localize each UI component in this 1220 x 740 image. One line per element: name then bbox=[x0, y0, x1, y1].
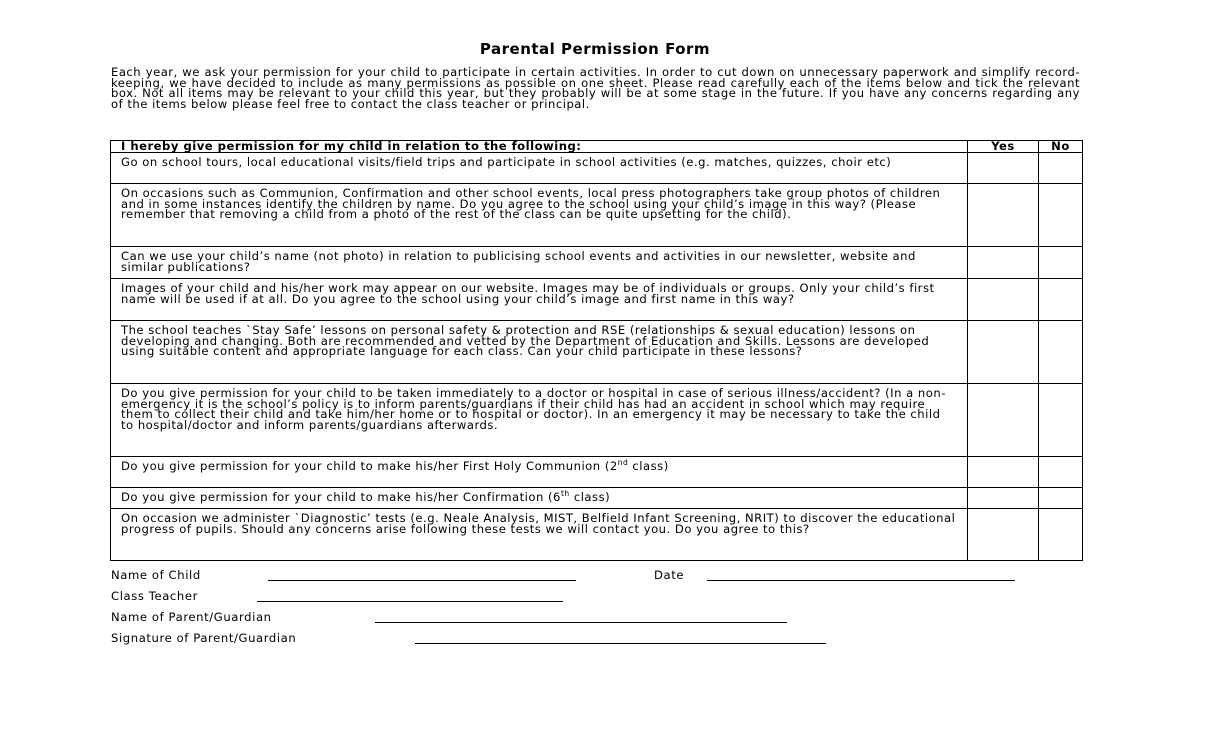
table-row bbox=[111, 509, 1083, 561]
class-teacher-field[interactable] bbox=[257, 601, 563, 602]
name-of-parent-label: Name of Parent/Guardian bbox=[111, 610, 272, 624]
signature-field[interactable] bbox=[415, 643, 826, 644]
yes-header: Yes bbox=[968, 141, 1039, 153]
ordinal-suffix: th bbox=[560, 489, 570, 499]
question-text: Do you give permission for your child to be taken immediately to a doctor or hospital in case of serious illness/accident? (In a non-emergency it is the school’s policy is to inform parents/guardians if their child has had an accident in school which may require them to collect their child and take him/her home or to hospital or doctor). In an emergency it may be necessary to take the child to hospital/doctor and inform parents/guardians afterwards. bbox=[111, 384, 968, 457]
no-checkbox[interactable] bbox=[1039, 457, 1083, 488]
no-checkbox[interactable] bbox=[1039, 153, 1083, 184]
form-title: Parental Permission Form bbox=[479, 40, 711, 58]
question-text-part: class) bbox=[628, 459, 669, 473]
table-row bbox=[111, 279, 1083, 321]
ordinal-suffix: nd bbox=[617, 458, 629, 468]
no-checkbox[interactable] bbox=[1039, 279, 1083, 321]
question-text: On occasion we administer `Diagnostic’ tests (e.g. Neale Analysis, MIST, Belfield Infant Screening, NRIT) to discover the educational progress of pupils. Should any concerns arise following these tests we will contact you. Do you agree to this? bbox=[111, 509, 968, 561]
question-text-part: Do you give permission for your child to make his/her First Holy Communion (2 bbox=[121, 459, 618, 473]
date-field[interactable] bbox=[707, 580, 1015, 581]
question-text: Go on school tours, local educational visits/field trips and participate in school activities (e.g. matches, quizzes, choir etc) bbox=[111, 153, 968, 184]
yes-checkbox[interactable] bbox=[968, 321, 1039, 384]
table-row bbox=[111, 321, 1083, 384]
table-row bbox=[111, 153, 1083, 184]
yes-checkbox[interactable] bbox=[968, 509, 1039, 561]
question-text: Can we use your child’s name (not photo) in relation to publicising school events and activities in our newsletter, website and similar publications? bbox=[111, 247, 968, 279]
table-row bbox=[111, 488, 1083, 509]
no-header: No bbox=[1039, 141, 1083, 153]
no-checkbox[interactable] bbox=[1039, 321, 1083, 384]
no-checkbox[interactable] bbox=[1039, 384, 1083, 457]
question-text-part: class) bbox=[569, 490, 611, 504]
yes-checkbox[interactable] bbox=[968, 153, 1039, 184]
question-text bbox=[111, 488, 968, 509]
table-header: I hereby give permission for my child in relation to the following: bbox=[111, 141, 968, 153]
yes-checkbox[interactable] bbox=[968, 384, 1039, 457]
no-checkbox[interactable] bbox=[1039, 184, 1083, 247]
table-row bbox=[111, 457, 1083, 488]
name-of-parent-field[interactable] bbox=[375, 622, 787, 623]
name-of-child-label: Name of Child bbox=[111, 568, 201, 582]
table-row bbox=[111, 384, 1083, 457]
question-text: Images of your child and his/her work may appear on our website. Images may be of individuals or groups. Only your child’s first name will be used if at all. Do you agree to the school using your child’s image and first name in this way? bbox=[111, 279, 968, 321]
yes-checkbox[interactable] bbox=[968, 247, 1039, 279]
class-teacher-label: Class Teacher bbox=[111, 589, 198, 603]
name-of-child-field[interactable] bbox=[268, 580, 576, 581]
date-label: Date bbox=[654, 568, 685, 582]
no-checkbox[interactable] bbox=[1039, 509, 1083, 561]
no-checkbox[interactable] bbox=[1039, 488, 1083, 509]
yes-checkbox[interactable] bbox=[968, 488, 1039, 509]
signature-label: Signature of Parent/Guardian bbox=[111, 631, 297, 645]
permission-table bbox=[110, 140, 1083, 561]
no-checkbox[interactable] bbox=[1039, 247, 1083, 279]
question-text: On occasions such as Communion, Confirmation and other school events, local press photographers take group photos of children and in some instances identify the children by name. Do you agree to the school using your child’s image in this way? (Please remember that removing a child from a photo of the rest of the class can be quite upsetting for the child). bbox=[111, 184, 968, 247]
question-text: The school teaches `Stay Safe’ lessons on personal safety & protection and RSE (relationships & sexual education) lessons on developing and changing. Both are recommended and vetted by the Department of Education and Skills. Lessons are developed using suitable content and appropriate language for each class. Can your child participate in these lessons? bbox=[111, 321, 968, 384]
table-header-row bbox=[111, 141, 1083, 153]
table-row bbox=[111, 184, 1083, 247]
yes-checkbox[interactable] bbox=[968, 457, 1039, 488]
question-text-part: Do you give permission for your child to make his/her Confirmation (6 bbox=[121, 490, 561, 504]
yes-checkbox[interactable] bbox=[968, 279, 1039, 321]
yes-checkbox[interactable] bbox=[968, 184, 1039, 247]
intro-paragraph: Each year, we ask your permission for your child to participate in certain activities. In order to cut down on unnecessary paperwork and simplify record-keeping, we have decided to include as many permissions as possible on one sheet. Please read carefully each of the items below and tick the relevant box. Not all items may be relevant to your child this year, but they probably will be at some stage in the future. If you have any concerns regarding any of the items below please feel free to contact the class teacher or principal. bbox=[111, 65, 1080, 111]
table-row bbox=[111, 247, 1083, 279]
question-text bbox=[111, 457, 968, 488]
